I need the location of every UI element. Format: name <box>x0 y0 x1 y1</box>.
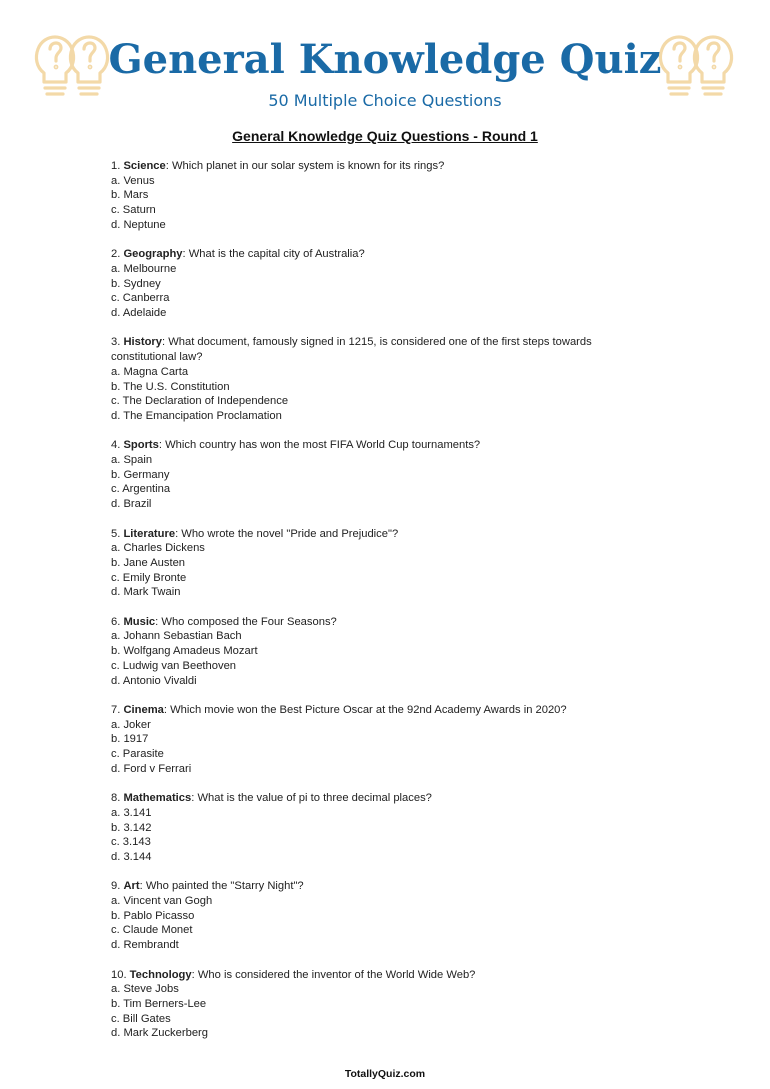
question-list <box>111 159 631 1056</box>
question-text <box>111 527 631 542</box>
question-number: 2. <box>111 248 121 261</box>
answer-option: d. Rembrandt <box>111 939 179 952</box>
question-category: Art <box>123 880 140 893</box>
answer-option: c. 3.143 <box>111 836 151 849</box>
question-number: 6. <box>111 615 121 628</box>
question-text <box>111 247 631 262</box>
answer-option: d. Brazil <box>111 498 152 511</box>
page-title: General Knowledge Quiz <box>108 36 662 83</box>
question-item <box>111 438 631 512</box>
answer-option: b. Wolfgang Amadeus Mozart <box>111 645 258 658</box>
answer-option: c. Ludwig van Beethoven <box>111 659 237 672</box>
answer-option: b. 1917 <box>111 733 149 746</box>
answer-option: b. Tim Berners-Lee <box>111 997 207 1010</box>
question-text <box>111 335 631 364</box>
answer-option: a. Joker <box>111 718 151 731</box>
question-prompt: : Which movie won the Best Picture Oscar at the 92nd Academy Awards in 2020? <box>163 703 567 716</box>
answer-option: a. Johann Sebastian Bach <box>111 630 242 643</box>
answer-option: c. Parasite <box>111 748 164 761</box>
answer-option: a. Venus <box>111 174 155 187</box>
question-prompt: : Who painted the "Starry Night"? <box>139 880 304 893</box>
answer-option: c. Saturn <box>111 204 156 217</box>
answer-option: c. Canberra <box>111 292 170 305</box>
question-category: Sports <box>123 439 159 452</box>
answer-option: d. Adelaide <box>111 307 167 320</box>
question-number: 3. <box>111 336 121 349</box>
footer-site-name: TotallyQuiz.com <box>344 1068 426 1080</box>
question-category: Geography <box>123 248 183 261</box>
answer-option: d. The Emancipation Proclamation <box>111 409 282 422</box>
question-item <box>111 159 631 233</box>
answer-option: a. 3.141 <box>111 806 152 819</box>
question-text <box>111 968 631 983</box>
answer-option: b. 3.142 <box>111 821 152 834</box>
question-number: 10. <box>111 968 127 981</box>
answer-option: a. Spain <box>111 454 153 467</box>
question-category: Cinema <box>123 703 164 716</box>
answer-option: c. The Declaration of Independence <box>111 395 289 408</box>
question-text <box>111 879 631 894</box>
question-category: Mathematics <box>123 792 192 805</box>
question-prompt: : Who wrote the novel "Pride and Prejudice"? <box>175 527 399 540</box>
question-number: 1. <box>111 160 121 172</box>
answer-option: d. Mark Twain <box>111 586 181 599</box>
answer-option: a. Vincent van Gogh <box>111 895 213 908</box>
question-prompt: : What document, famously signed in 1215, is considered one of the first steps towards constitutional law? <box>111 336 592 364</box>
question-item <box>111 247 631 321</box>
question-number: 8. <box>111 792 121 805</box>
answer-option: d. Antonio Vivaldi <box>111 674 197 687</box>
question-prompt: : What is the capital city of Australia? <box>182 248 365 261</box>
lightbulbs-question-icon <box>656 30 736 105</box>
question-prompt: : Which country has won the most FIFA World Cup tournaments? <box>158 439 481 452</box>
page-header <box>0 0 770 120</box>
answer-option: d. 3.144 <box>111 850 152 863</box>
question-text <box>111 703 631 718</box>
question-prompt: : Which planet in our solar system is known for its rings? <box>165 160 445 172</box>
round-heading: General Knowledge Quiz Questions - Round 1 <box>232 128 538 144</box>
answer-option: a. Charles Dickens <box>111 542 205 555</box>
question-prompt: : What is the value of pi to three decimal places? <box>191 792 432 805</box>
question-prompt: : Who is considered the inventor of the World Wide Web? <box>191 968 476 981</box>
answer-option: b. Pablo Picasso <box>111 909 195 922</box>
question-item <box>111 335 631 423</box>
question-category: Science <box>123 160 166 172</box>
question-category: History <box>123 336 162 349</box>
question-item <box>111 615 631 689</box>
question-number: 5. <box>111 527 121 540</box>
question-category: Technology <box>129 968 192 981</box>
answer-option: c. Emily Bronte <box>111 571 187 584</box>
answer-option: a. Melbourne <box>111 262 177 275</box>
answer-option: c. Argentina <box>111 483 171 496</box>
answer-option: a. Magna Carta <box>111 365 189 378</box>
answer-option: b. The U.S. Constitution <box>111 380 230 393</box>
question-category: Music <box>123 615 156 628</box>
question-number: 4. <box>111 439 121 452</box>
question-category: Literature <box>123 527 176 540</box>
question-prompt: : Who composed the Four Seasons? <box>155 615 337 628</box>
question-item <box>111 527 631 601</box>
answer-option: b. Sydney <box>111 277 161 290</box>
answer-option: d. Mark Zuckerberg <box>111 1027 208 1040</box>
answer-option: c. Claude Monet <box>111 924 193 937</box>
question-item <box>111 703 631 777</box>
answer-option: b. Germany <box>111 468 170 481</box>
answer-option: c. Bill Gates <box>111 1012 171 1025</box>
question-text <box>111 791 631 806</box>
question-item <box>111 968 631 1042</box>
question-text <box>111 615 631 630</box>
answer-option: b. Jane Austen <box>111 556 186 569</box>
question-item <box>111 791 631 865</box>
answer-option: a. Steve Jobs <box>111 983 179 996</box>
question-item <box>111 879 631 953</box>
question-number: 9. <box>111 880 121 893</box>
answer-option: b. Mars <box>111 189 149 202</box>
question-text <box>111 159 631 174</box>
answer-option: d. Neptune <box>111 218 166 231</box>
question-number: 7. <box>111 703 121 716</box>
answer-option: d. Ford v Ferrari <box>111 762 192 775</box>
page-subtitle: 50 Multiple Choice Questions <box>268 91 502 110</box>
question-text <box>111 438 631 453</box>
